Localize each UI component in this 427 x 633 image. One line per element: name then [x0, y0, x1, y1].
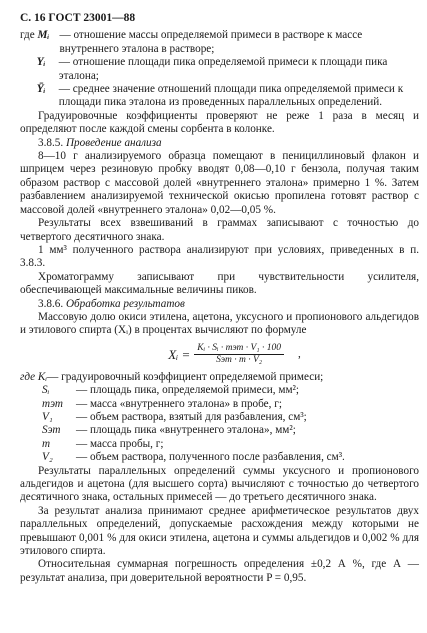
variable-symbol: Sэт [42, 424, 61, 437]
formula [50, 343, 419, 366]
section-heading [20, 137, 419, 150]
variable-symbol: V₂ [42, 451, 53, 464]
variable-row [20, 371, 419, 384]
definition-lead [20, 83, 37, 110]
section-title: Проведение анализа [65, 136, 162, 149]
variable-text: — объем раствора, взятый для разбавления, см³; [76, 410, 307, 423]
variable-symbol: где Kᵢ [20, 370, 48, 383]
variable-symbol: m [42, 437, 51, 450]
paragraph: Массовую долю окиси этилена, ацетона, уксусного и пропионового альдегидов и этилового спирта (Xᵢ) в процентах вычисляют по формуле [20, 310, 419, 337]
formula-tail: , [297, 347, 301, 360]
formula-denominator: Sэт · m · V₂ [216, 354, 263, 365]
formula-variable-definitions [20, 371, 419, 465]
variable-text: — градуировочный коэффициент определяемой примеси; [47, 370, 324, 383]
section-title: Обработка результатов [65, 297, 185, 310]
definition-text: — отношение массы определяемой примеси в растворе к массе внутреннего эталона в растворе; [59, 29, 363, 55]
paragraph: Относительная суммарная погрешность определения ±0,2 А %, где А — результат анализа, при доверительной вероятности P = 0,95. [20, 558, 419, 584]
variable-row [20, 384, 419, 397]
definition-text: — отношение площади пика определяемой примеси к площади пика эталона; [58, 56, 388, 82]
paragraph: Результаты параллельных определений суммы уксусного и пропионового альдегидов и ацетона (для высшего сорта) вычисляют с точностью до четвертого десятичного знака, остальных примесей — до третьего десятичного знака. [20, 464, 419, 504]
definition-row [20, 56, 419, 83]
definition-text: — среднее значение отношений площади пика определяемой примеси к площади пика эталона из проведенных параллельных определений. [58, 83, 404, 109]
section-number: 3.8.5. [38, 136, 64, 149]
variable-text: — площадь пика «внутреннего эталона», мм²; [76, 424, 296, 437]
variable-symbol: mэт [42, 397, 63, 410]
section-heading [20, 298, 419, 311]
paragraph: За результат анализа принимают среднее арифметическое результатов двух параллельных определений, допускаемые расхождения между которыми не превышают 0,001 % для окиси этилена, ацетона и суммы альдегидов и 0,002 % для этилового спирта. [20, 504, 419, 558]
variable-row [20, 398, 419, 411]
variable-text: — объем раствора, полученного после разбавления, см³. [76, 451, 345, 464]
formula-fraction [194, 343, 284, 366]
paragraph: 1 мм³ полученного раствора анализируют при условиях, приведенных в п. 3.8.3. [20, 243, 419, 270]
formula-lhs: Xᵢ = [168, 346, 191, 362]
variable-row [20, 438, 419, 451]
variable-text: — площадь пика, определяемой примеси, мм²; [76, 384, 299, 397]
paragraph: Градуировочные коэффициенты проверяют не реже 1 раза в месяц и определяют после каждой смены сорбента в колонке. [20, 109, 419, 136]
definition-symbol: Ȳᵢ [36, 83, 46, 96]
variable-text: — масса «внутреннего эталона» в пробе, г; [76, 397, 282, 410]
definition-symbol: Yᵢ [36, 56, 46, 69]
variable-text: — масса пробы, г; [76, 437, 164, 450]
variable-symbol: V₁ [42, 410, 53, 423]
definition-lead [20, 56, 37, 83]
formula-numerator: Kᵢ · Sᵢ · mэт · V₁ · 100 [194, 343, 284, 355]
variable-row [20, 451, 419, 464]
paragraph: Результаты всех взвешиваний в граммах записывают с точностью до четвертого десятичного знака. [20, 217, 419, 243]
page-header: С. 16 ГОСТ 23001—88 [20, 12, 136, 24]
paragraph: Хроматограмму записывают при чувствительности усилителя, обеспечивающей максимальные величины пиков. [20, 270, 419, 297]
variable-row [20, 411, 419, 424]
definition-symbol: Mᵢ [37, 29, 50, 42]
variable-row [20, 424, 419, 437]
definition-lead: где [20, 29, 38, 42]
definition-row [20, 29, 419, 56]
definition-row [20, 83, 419, 110]
paragraph: 8—10 г анализируемого образца помещают в пенициллиновый флакон и шприцем через резиновую пробку вводят 0,08—0,10 г бензола, получая таким образом раствор с массовой долей «внутреннего эталона» примерно 1 %. Затем разбавлением анализируемой технической окисью пропилена готовят раствор с массовой долей «внутреннего эталона» 0,02—0,05 %. [20, 150, 419, 216]
section-number: 3.8.6. [38, 297, 64, 310]
variable-symbol: Sᵢ [42, 384, 50, 397]
symbol-definitions [20, 29, 419, 109]
